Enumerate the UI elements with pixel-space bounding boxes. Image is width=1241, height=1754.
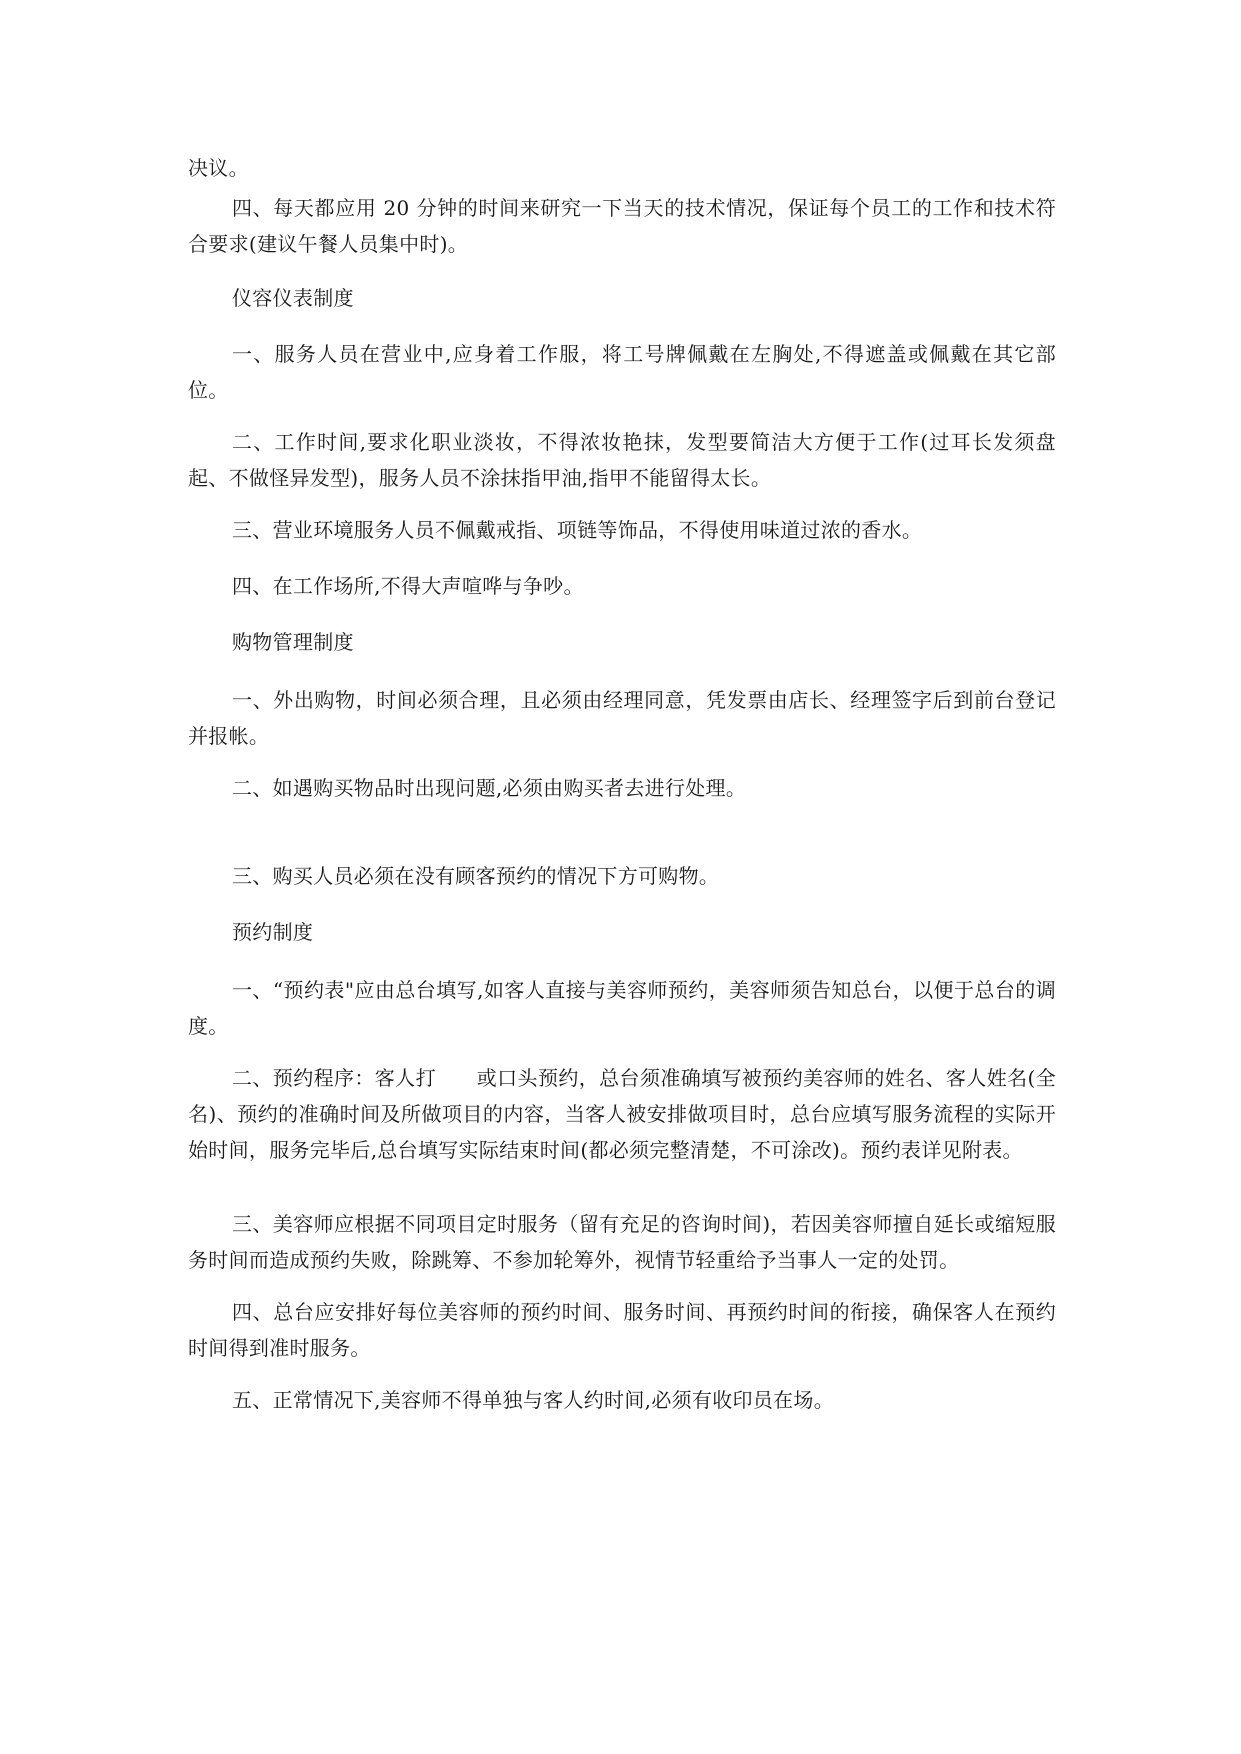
paragraph-appearance-4: 四、在工作场所,不得大声喧哗与争吵。 <box>232 574 584 598</box>
paragraph-appointment-3: 三、美容师应根据不同项目定时服务（留有充足的咨询时间)，若因美容师擅自延长或缩短服务时间而造成预约失败，除跳筹、不参加轮筹外，视情节轻重给予当事人一定的处罚。 <box>188 1212 1056 1272</box>
section-heading-appearance: 仪容仪表制度 <box>232 286 354 310</box>
section-heading-appointment: 预约制度 <box>232 920 314 944</box>
paragraph-appointment-1: 一、“预约表"应由总台填写,如客人直接与美容师预约，美容师须告知总台，以便于总台的调度。 <box>188 978 1056 1038</box>
paragraph-appointment-2: 二、预约程序：客人打 或口头预约，总台须准确填写被预约美容师的姓名、客人姓名(全名)、预约的准确时间及所做项目的内容，当客人被安排做项目时，总台应填写服务流程的实际开始时间，服务完毕后,总台填写实际结束时间(都必须完整清楚，不可涂改)。预约表详见附表。 <box>188 1066 1056 1162</box>
paragraph-appointment-4: 四、总台应安排好每位美容师的预约时间、服务时间、再预约时间的衔接，确保客人在预约时间得到准时服务。 <box>188 1300 1056 1360</box>
paragraph-appointment-5: 五、正常情况下,美容师不得单独与客人约时间,必须有收印员在场。 <box>232 1388 835 1412</box>
paragraph-purchasing-3: 三、购买人员必须在没有顾客预约的情况下方可购物。 <box>232 864 720 888</box>
section-heading-purchasing: 购物管理制度 <box>232 630 354 654</box>
paragraph-appearance-3: 三、营业环境服务人员不佩戴戒指、项链等饰品，不得使用味道过浓的香水。 <box>232 518 923 542</box>
paragraph-daily-tech-review: 四、每天都应用 20 分钟的时间来研究一下当天的技术情况，保证每个员工的工作和技术符合要求(建议午餐人员集中时)。 <box>188 196 1056 256</box>
paragraph-purchasing-2: 二、如遇购买物品时出现问题,必须由购买者去进行处理。 <box>232 776 747 800</box>
paragraph-appearance-2: 二、工作时间,要求化职业淡妆，不得浓妆艳抹，发型要简洁大方便于工作(过耳长发须盘起、不做怪异发型)，服务人员不涂抹指甲油,指甲不能留得太长。 <box>188 430 1056 490</box>
paragraph-resolution-end: 决议。 <box>188 156 249 180</box>
paragraph-purchasing-1: 一、外出购物，时间必须合理，且必须由经理同意，凭发票由店长、经理签字后到前台登记并报帐。 <box>188 688 1056 748</box>
paragraph-appearance-1: 一、服务人员在营业中,应身着工作服，将工号牌佩戴在左胸处,不得遮盖或佩戴在其它部位。 <box>188 342 1056 402</box>
